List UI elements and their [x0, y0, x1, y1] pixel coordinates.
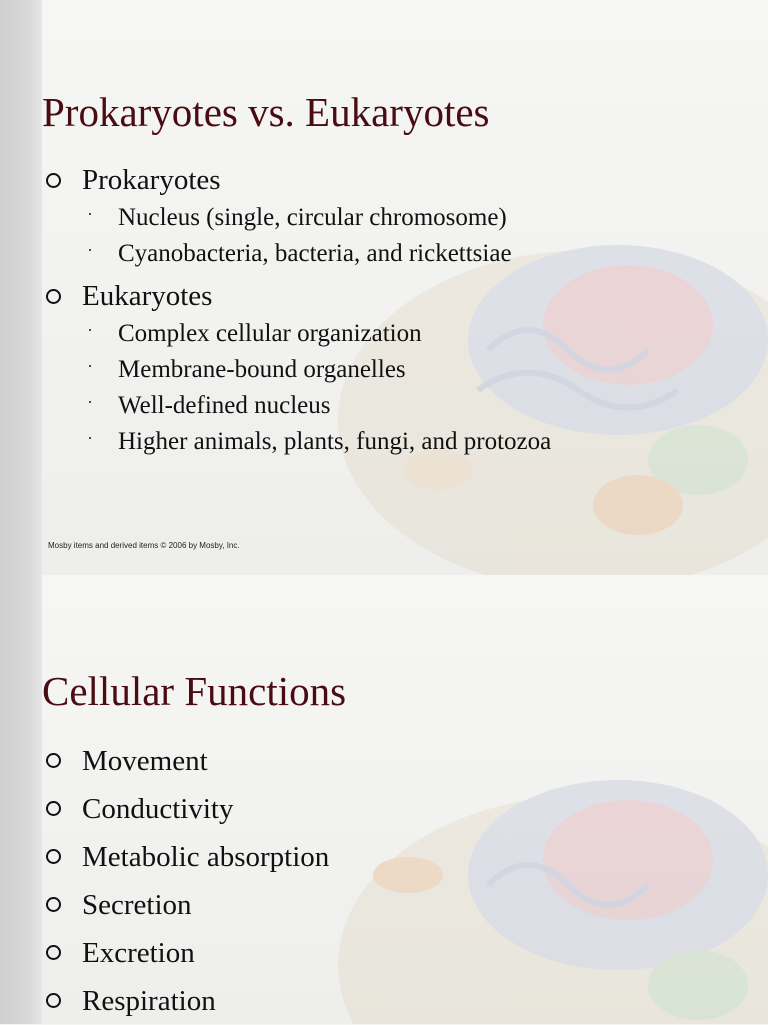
list-item: Respiration	[42, 977, 329, 1025]
dot-bullet-icon: ·	[87, 204, 93, 224]
hollow-circle-bullet-icon	[46, 849, 61, 864]
bullet-list	[42, 737, 329, 1025]
slide-title: Cellular Functions	[42, 668, 347, 714]
sub-list-item: · Nucleus (single, circular chromosome)	[82, 200, 551, 236]
sub-list-item: · Higher animals, plants, fungi, and protozoa	[82, 424, 551, 460]
list-item: Secretion	[42, 881, 329, 929]
list-item: Movement	[42, 737, 329, 785]
hollow-circle-bullet-icon	[46, 173, 61, 188]
dot-bullet-icon: ·	[87, 428, 93, 448]
slide-title: Prokaryotes vs. Eukaryotes	[42, 89, 490, 135]
cell-illustration-background	[288, 765, 768, 1024]
sub-bullet-list	[82, 316, 551, 460]
hollow-circle-bullet-icon	[46, 801, 61, 816]
list-item	[42, 278, 551, 460]
hollow-circle-bullet-icon	[46, 897, 61, 912]
dot-bullet-icon: ·	[87, 240, 93, 260]
bullet-list	[42, 162, 551, 466]
dot-bullet-icon: ·	[87, 392, 93, 412]
list-item: Conductivity	[42, 785, 329, 833]
sub-bullet-list	[82, 200, 551, 272]
slide-left-bar	[0, 575, 42, 1024]
sub-list-item: · Cyanobacteria, bacteria, and rickettsiae	[82, 236, 551, 272]
list-item: Excretion	[42, 929, 329, 977]
sub-list-item: · Complex cellular organization	[82, 316, 551, 352]
hollow-circle-bullet-icon	[46, 993, 61, 1008]
hollow-circle-bullet-icon	[46, 945, 61, 960]
hollow-circle-bullet-icon	[46, 753, 61, 768]
dot-bullet-icon: ·	[87, 320, 93, 340]
dot-bullet-icon: ·	[87, 356, 93, 376]
list-item	[42, 162, 551, 272]
list-item-label: Eukaryotes	[82, 280, 213, 312]
sub-list-item: · Membrane-bound organelles	[82, 352, 551, 388]
list-item-label: Prokaryotes	[82, 164, 221, 196]
copyright-footnote: Mosby items and derived items © 2006 by Mosby, Inc.	[48, 541, 240, 550]
sub-list-item: · Well-defined nucleus	[82, 388, 551, 424]
list-item: Metabolic absorption	[42, 833, 329, 881]
hollow-circle-bullet-icon	[46, 289, 61, 304]
slide-left-bar	[0, 0, 42, 575]
